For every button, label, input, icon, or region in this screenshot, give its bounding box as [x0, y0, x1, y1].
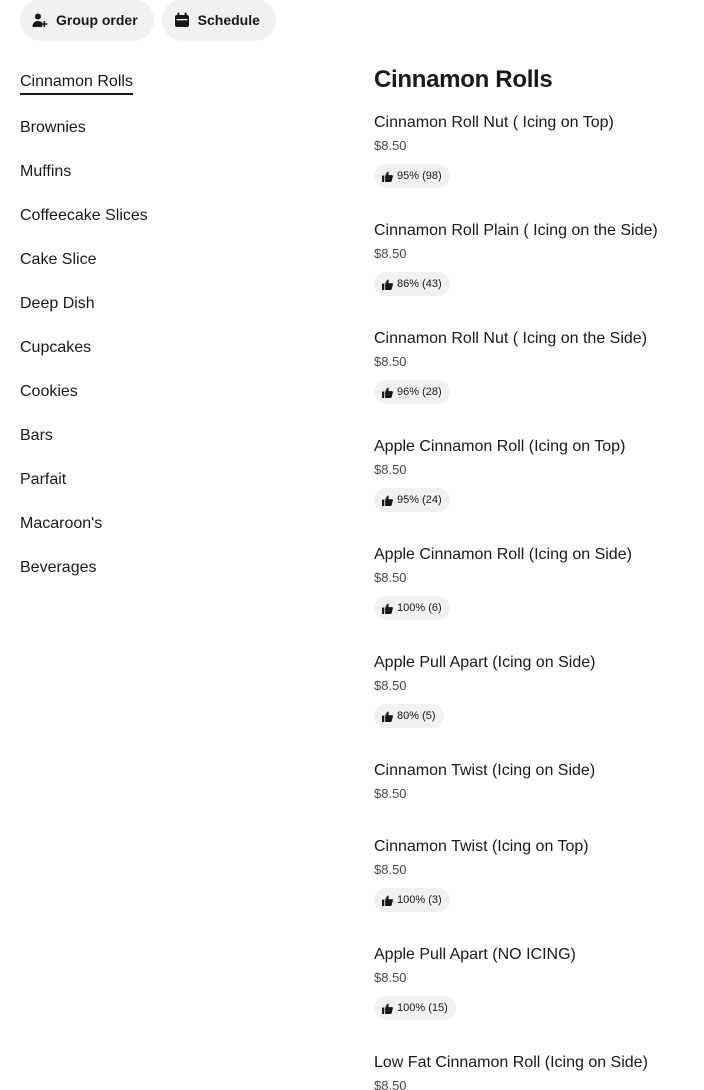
thumbs-up-icon: [382, 1003, 393, 1014]
menu-item[interactable]: [374, 544, 694, 652]
sidebar-item-cinnamon-rolls[interactable]: [20, 62, 340, 106]
menu-item[interactable]: [374, 1052, 694, 1090]
rating-text: 80% (5): [397, 710, 436, 722]
rating-badge: [374, 888, 450, 912]
item-price: $8.50: [374, 462, 407, 477]
rating-text: 95% (24): [397, 494, 442, 506]
sidebar-item-label: Cupcakes: [20, 339, 92, 356]
sidebar-item-bars[interactable]: [20, 414, 340, 458]
sidebar-item-beverages[interactable]: [20, 546, 340, 590]
menu-item[interactable]: [374, 436, 694, 544]
category-sidebar: [20, 62, 340, 590]
group-order-label: Group order: [56, 12, 138, 28]
sidebar-item-deep-dish[interactable]: [20, 282, 340, 326]
item-name: Apple Pull Apart (NO ICING): [374, 946, 576, 963]
sidebar-item-cake-slice[interactable]: [20, 238, 340, 282]
item-name: Cinnamon Roll Plain ( Icing on the Side): [374, 222, 658, 239]
menu-item[interactable]: [374, 652, 694, 760]
schedule-label: Schedule: [197, 12, 260, 28]
rating-badge: [374, 164, 450, 188]
sidebar-item-brownies[interactable]: [20, 106, 340, 150]
thumbs-up-icon: [382, 279, 393, 290]
sidebar-item-label: Bars: [20, 427, 53, 444]
rating-text: 96% (28): [397, 386, 442, 398]
sidebar-item-label: Beverages: [20, 559, 97, 576]
thumbs-up-icon: [382, 495, 393, 506]
rating-badge: [374, 380, 450, 404]
sidebar-item-parfait[interactable]: [20, 458, 340, 502]
item-name: Cinnamon Twist (Icing on Side): [374, 762, 596, 779]
rating-text: 100% (3): [397, 894, 442, 906]
item-price: $8.50: [374, 246, 407, 261]
item-price: $8.50: [374, 1078, 407, 1090]
sidebar-item-muffins[interactable]: [20, 150, 340, 194]
sidebar-item-label: Parfait: [20, 471, 67, 488]
menu-item[interactable]: [374, 760, 694, 836]
item-price: $8.50: [374, 862, 407, 877]
sidebar-item-cupcakes[interactable]: [20, 326, 340, 370]
item-name: Cinnamon Roll Nut ( Icing on the Side): [374, 330, 648, 347]
item-name: Apple Pull Apart (Icing on Side): [374, 654, 596, 671]
item-price: $8.50: [374, 354, 407, 369]
sidebar-item-cookies[interactable]: [20, 370, 340, 414]
item-price: $8.50: [374, 138, 407, 153]
item-price: $8.50: [374, 970, 407, 985]
thumbs-up-icon: [382, 171, 393, 182]
menu-section: [374, 62, 694, 1090]
rating-badge: [374, 272, 450, 296]
thumbs-up-icon: [382, 603, 393, 614]
top-actions: [20, 0, 276, 41]
item-price: $8.50: [374, 570, 407, 585]
sidebar-item-macaroons[interactable]: [20, 502, 340, 546]
sidebar-item-label: Deep Dish: [20, 295, 95, 312]
sidebar-item-label: Cookies: [20, 383, 78, 400]
rating-text: 95% (98): [397, 170, 442, 182]
rating-text: 100% (15): [397, 1002, 448, 1014]
item-price: $8.50: [374, 678, 407, 693]
item-name: Cinnamon Roll Nut ( Icing on Top): [374, 114, 614, 131]
item-name: Apple Cinnamon Roll (Icing on Side): [374, 546, 632, 563]
calendar-icon: [174, 12, 190, 28]
person-add-icon: [32, 12, 48, 28]
sidebar-item-label: Coffeecake Slices: [20, 207, 148, 224]
rating-badge: [374, 488, 450, 512]
sidebar-item-label: Macaroon's: [20, 515, 103, 532]
rating-badge: [374, 704, 444, 728]
item-name: Low Fat Cinnamon Roll (Icing on Side): [374, 1054, 648, 1071]
thumbs-up-icon: [382, 895, 393, 906]
rating-badge: [374, 596, 450, 620]
schedule-button[interactable]: [162, 0, 276, 41]
menu-item[interactable]: [374, 836, 694, 944]
rating-text: 100% (6): [397, 602, 442, 614]
menu-item[interactable]: [374, 944, 694, 1052]
sidebar-item-coffeecake-slices[interactable]: [20, 194, 340, 238]
item-name: Apple Cinnamon Roll (Icing on Top): [374, 438, 626, 455]
item-price: $8.50: [374, 786, 407, 801]
sidebar-item-label: Brownies: [20, 119, 86, 136]
sidebar-item-label: Cinnamon Rolls: [20, 73, 133, 95]
menu-item[interactable]: [374, 328, 694, 436]
rating-badge: [374, 996, 456, 1020]
thumbs-up-icon: [382, 387, 393, 398]
thumbs-up-icon: [382, 711, 393, 722]
sidebar-item-label: Muffins: [20, 163, 72, 180]
item-name: Cinnamon Twist (Icing on Top): [374, 838, 589, 855]
menu-item[interactable]: [374, 112, 694, 220]
rating-text: 86% (43): [397, 278, 442, 290]
sidebar-item-label: Cake Slice: [20, 251, 97, 268]
group-order-button[interactable]: [20, 0, 154, 41]
section-title: Cinnamon Rolls: [374, 66, 553, 93]
menu-item[interactable]: [374, 220, 694, 328]
